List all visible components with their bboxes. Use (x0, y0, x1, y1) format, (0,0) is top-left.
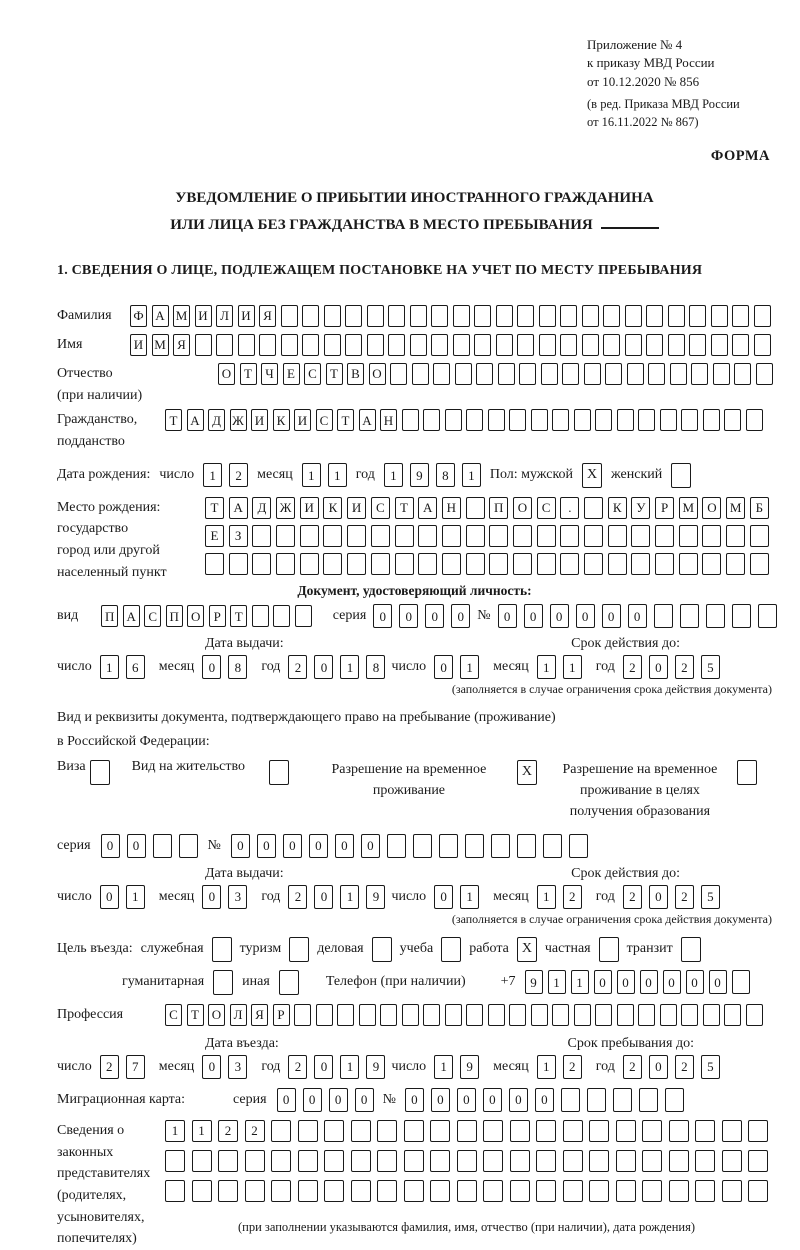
migration-series-cells: 0 0 0 0 (277, 1088, 374, 1112)
doc-kind-cells: П А С П О Р Т (101, 605, 312, 627)
surname-label: Фамилия (57, 307, 112, 323)
residence-issue-month: 0 3 (202, 885, 247, 909)
purpose-official-checkbox (212, 937, 232, 962)
identity-doc-heading: Документ, удостоверяющий личность: (297, 583, 532, 599)
section1-heading: 1. СВЕДЕНИЯ О ЛИЦЕ, ПОДЛЕЖАЩЕМ ПОСТАНОВКЕ НА УЧЕТ ПО МЕСТУ ПРЕБЫВАНИЯ (57, 262, 703, 278)
issue-month-cells: 0 8 (202, 655, 247, 679)
purpose-humanitarian-label: гуманитарная (122, 974, 205, 990)
residence-expiry-year: 2 0 2 5 (623, 885, 720, 909)
stay-until-group: число 1 9 месяц 1 2 год 2 0 2 5 (391, 1055, 725, 1079)
purpose-study-label: учеба (399, 941, 434, 957)
residence-issue-title: Дата выдачи: (205, 865, 284, 881)
birthplace-cell-rows (205, 497, 769, 581)
surname-row (57, 305, 772, 327)
residence-date-titles (57, 866, 772, 882)
profession-label: Профессия (57, 1006, 124, 1022)
purpose-row (57, 937, 772, 962)
migration-card-label: Миграционная карта: (57, 1091, 186, 1107)
temp-residence-education-label: Разрешение на временное проживание в целях получения образования (562, 761, 718, 819)
purpose-study-checkbox (441, 937, 461, 962)
purpose-private-label: частная (544, 941, 591, 957)
citizenship-label: Гражданство, подданство (57, 412, 138, 449)
birthplace-row1: Т А Д Ж И К И С Т А Н П О С . К У Р М О М Б (205, 497, 769, 519)
migration-number-label: № (382, 1091, 396, 1107)
sex-male-label: Пол: мужской (489, 467, 574, 483)
purpose-transit-label: транзит (626, 941, 673, 957)
patronymic-cell-grid: О Т Ч Е С Т В О (218, 363, 773, 385)
purpose-other-label: иная (242, 974, 270, 990)
patronymic-label: Отчество (при наличии) (57, 365, 143, 403)
entry-day-cells: 2 7 (100, 1055, 145, 1079)
representatives-row1: 1 1 2 2 (165, 1120, 768, 1142)
doc-series-cells: 0 0 0 0 (373, 604, 470, 628)
birth-year-cells: 1 9 8 1 (384, 463, 481, 487)
purpose-business-checkbox (372, 937, 392, 962)
representatives-row2 (165, 1150, 768, 1172)
birthdate-label: Дата рождения: (57, 467, 151, 483)
entry-date-title: Дата въезда: (205, 1035, 279, 1051)
birthplace-label: Место рождения: государство город или другой населенный пункт (57, 499, 167, 580)
representatives-block (57, 1120, 772, 1250)
profession-cell-grid: С Т О Л Я Р (165, 1004, 763, 1026)
month-word: месяц (257, 467, 293, 483)
doc-series-label: серия (332, 608, 367, 624)
firstname-row (57, 334, 772, 356)
entry-year-cells: 2 0 1 9 (288, 1055, 385, 1079)
birthplace-row3 (205, 553, 769, 575)
representatives-row3 (165, 1180, 768, 1202)
entry-date-titles (57, 1036, 772, 1052)
form-title (57, 185, 772, 239)
residence-expiry-day: 0 1 (434, 885, 479, 909)
migration-series-label: серия (233, 1091, 267, 1107)
doc-kind-label: вид (57, 608, 79, 624)
expiry-day-cells: 0 1 (434, 655, 479, 679)
form-title-line1: УВЕДОМЛЕНИЕ О ПРИБЫТИИ ИНОСТРАННОГО ГРАЖДАНИНА (175, 189, 654, 206)
doc-number-label: № (477, 608, 491, 624)
residence-dates (57, 885, 772, 909)
residence-doc-intro: Вид и реквизиты документа, подтверждающего право на пребывание (проживание) в Российской Федерации: (57, 710, 556, 750)
expiry-date-group: число 0 1 месяц 1 1 год 2 0 2 5 (391, 655, 725, 679)
purpose-row2 (122, 970, 772, 995)
residence-issue-day: 0 1 (100, 885, 145, 909)
purpose-official-label: служебная (140, 941, 204, 957)
migration-card-row (57, 1088, 772, 1112)
purpose-other-checkbox (279, 970, 299, 995)
temp-residence-checkbox: X (517, 760, 537, 785)
day-word: число (159, 467, 195, 483)
residence-issue-group: число 0 1 месяц 0 3 год 2 0 1 9 (57, 885, 391, 909)
birthplace-row2: Е З (205, 525, 769, 547)
citizenship-row (57, 409, 772, 452)
sex-female-label: женский (611, 467, 663, 483)
phone-prefix: +7 (500, 974, 516, 990)
edition-line: от 16.11.2022 № 867) (587, 115, 699, 130)
appendix-line: к приказу МВД России (587, 55, 715, 71)
sex-male-checkbox: X (582, 463, 602, 488)
appendix-reference (587, 36, 772, 132)
expiry-year-cells: 2 0 2 5 (623, 655, 720, 679)
profession-row (57, 1004, 772, 1026)
migration-number-cells: 0 0 0 0 0 0 (405, 1088, 684, 1112)
representatives-label: Сведения о законных представителях (родителях, усыновителях, попечителях) (57, 1122, 151, 1247)
sex-female-checkbox (671, 463, 691, 488)
residence-permit-label: Вид на жительство (131, 758, 245, 774)
purpose-work-checkbox: X (517, 937, 537, 962)
purpose-humanitarian-checkbox (213, 970, 233, 995)
birthplace-block (57, 497, 772, 584)
identity-doc-dates (57, 655, 772, 679)
title-blank-line (601, 215, 659, 229)
form-title-line2: ИЛИ ЛИЦА БЕЗ ГРАЖДАНСТВА В МЕСТО ПРЕБЫВАНИЯ (57, 212, 772, 239)
issue-day-cells: 1 6 (100, 655, 145, 679)
representatives-note: (при заполнении указываются фамилия, имя, отчество (при наличии), дата рождения) (237, 1219, 696, 1234)
purpose-tourism-label: туризм (239, 941, 282, 957)
firstname-cell-grid: И М Я (130, 334, 771, 356)
temp-residence-label: Разрешение на временное проживание (331, 761, 487, 798)
residence-options-row (57, 759, 772, 822)
issue-date-title: Дата выдачи: (205, 636, 284, 652)
appendix-line: от 10.12.2020 № 856 (587, 73, 700, 89)
stay-month-cells: 1 2 (537, 1055, 582, 1079)
expiry-note: (заполняется в случае ограничения срока действия документа) (451, 682, 772, 697)
birthdate-row (57, 463, 772, 488)
representatives-cell-rows (165, 1120, 768, 1235)
residence-series-row (57, 834, 772, 858)
residence-number-cells: 0 0 0 0 0 0 (231, 834, 588, 858)
purpose-business-label: деловая (317, 941, 364, 957)
year-word: год (355, 467, 375, 483)
identity-doc-row (57, 604, 772, 628)
purpose-tourism-checkbox (289, 937, 309, 962)
expiry-date-title: Срок действия до: (571, 636, 680, 652)
residence-permit-checkbox (269, 760, 289, 785)
purpose-transit-checkbox (681, 937, 701, 962)
temp-residence-education-checkbox (737, 760, 757, 785)
appendix-line: Приложение № 4 (587, 37, 683, 52)
identity-doc-date-titles (57, 636, 772, 652)
residence-issue-year: 2 0 1 9 (288, 885, 385, 909)
issue-year-cells: 2 0 1 8 (288, 655, 385, 679)
patronymic-row (57, 363, 772, 406)
residence-expiry-title: Срок действия до: (571, 865, 680, 881)
citizenship-cell-grid: Т А Д Ж И К И С Т А Н (165, 409, 763, 431)
surname-cell-grid: Ф А М И Л И Я (130, 305, 771, 327)
stay-year-cells: 2 0 2 5 (623, 1055, 720, 1079)
entry-dates (57, 1055, 772, 1079)
stay-day-cells: 1 9 (434, 1055, 479, 1079)
purpose-label: Цель въезда: (57, 941, 133, 957)
residence-series-cells: 0 0 (101, 834, 198, 858)
residence-series-label: серия (57, 837, 91, 853)
stay-until-title: Срок пребывания до: (567, 1035, 694, 1051)
purpose-work-label: работа (469, 941, 509, 957)
residence-number-label: № (207, 837, 221, 853)
visa-checkbox (90, 760, 110, 785)
phone-cells: 9 1 1 0 0 0 0 0 0 (525, 970, 750, 994)
residence-expiry-group: число 0 1 месяц 1 2 год 2 0 2 5 (391, 885, 725, 909)
expiry-month-cells: 1 1 (537, 655, 582, 679)
form-label: ФОРМА (710, 147, 770, 164)
doc-number-cells: 0 0 0 0 0 0 (498, 604, 777, 628)
edition-line: (в ред. Приказа МВД России (587, 97, 740, 112)
entry-month-cells: 0 3 (202, 1055, 247, 1079)
phone-label: Телефон (при наличии) (325, 974, 466, 990)
entry-date-group: число 2 7 месяц 0 3 год 2 0 1 9 (57, 1055, 391, 1079)
purpose-private-checkbox (599, 937, 619, 962)
residence-expiry-note: (заполняется в случае ограничения срока действия документа) (451, 911, 772, 926)
residence-expiry-month: 1 2 (537, 885, 582, 909)
birth-month-cells: 1 1 (302, 463, 347, 487)
issue-date-group: число 1 6 месяц 0 8 год 2 0 1 8 (57, 655, 391, 679)
firstname-label: Имя (57, 336, 83, 352)
visa-label: Виза (57, 758, 86, 774)
birth-day-cells: 1 2 (203, 463, 248, 487)
